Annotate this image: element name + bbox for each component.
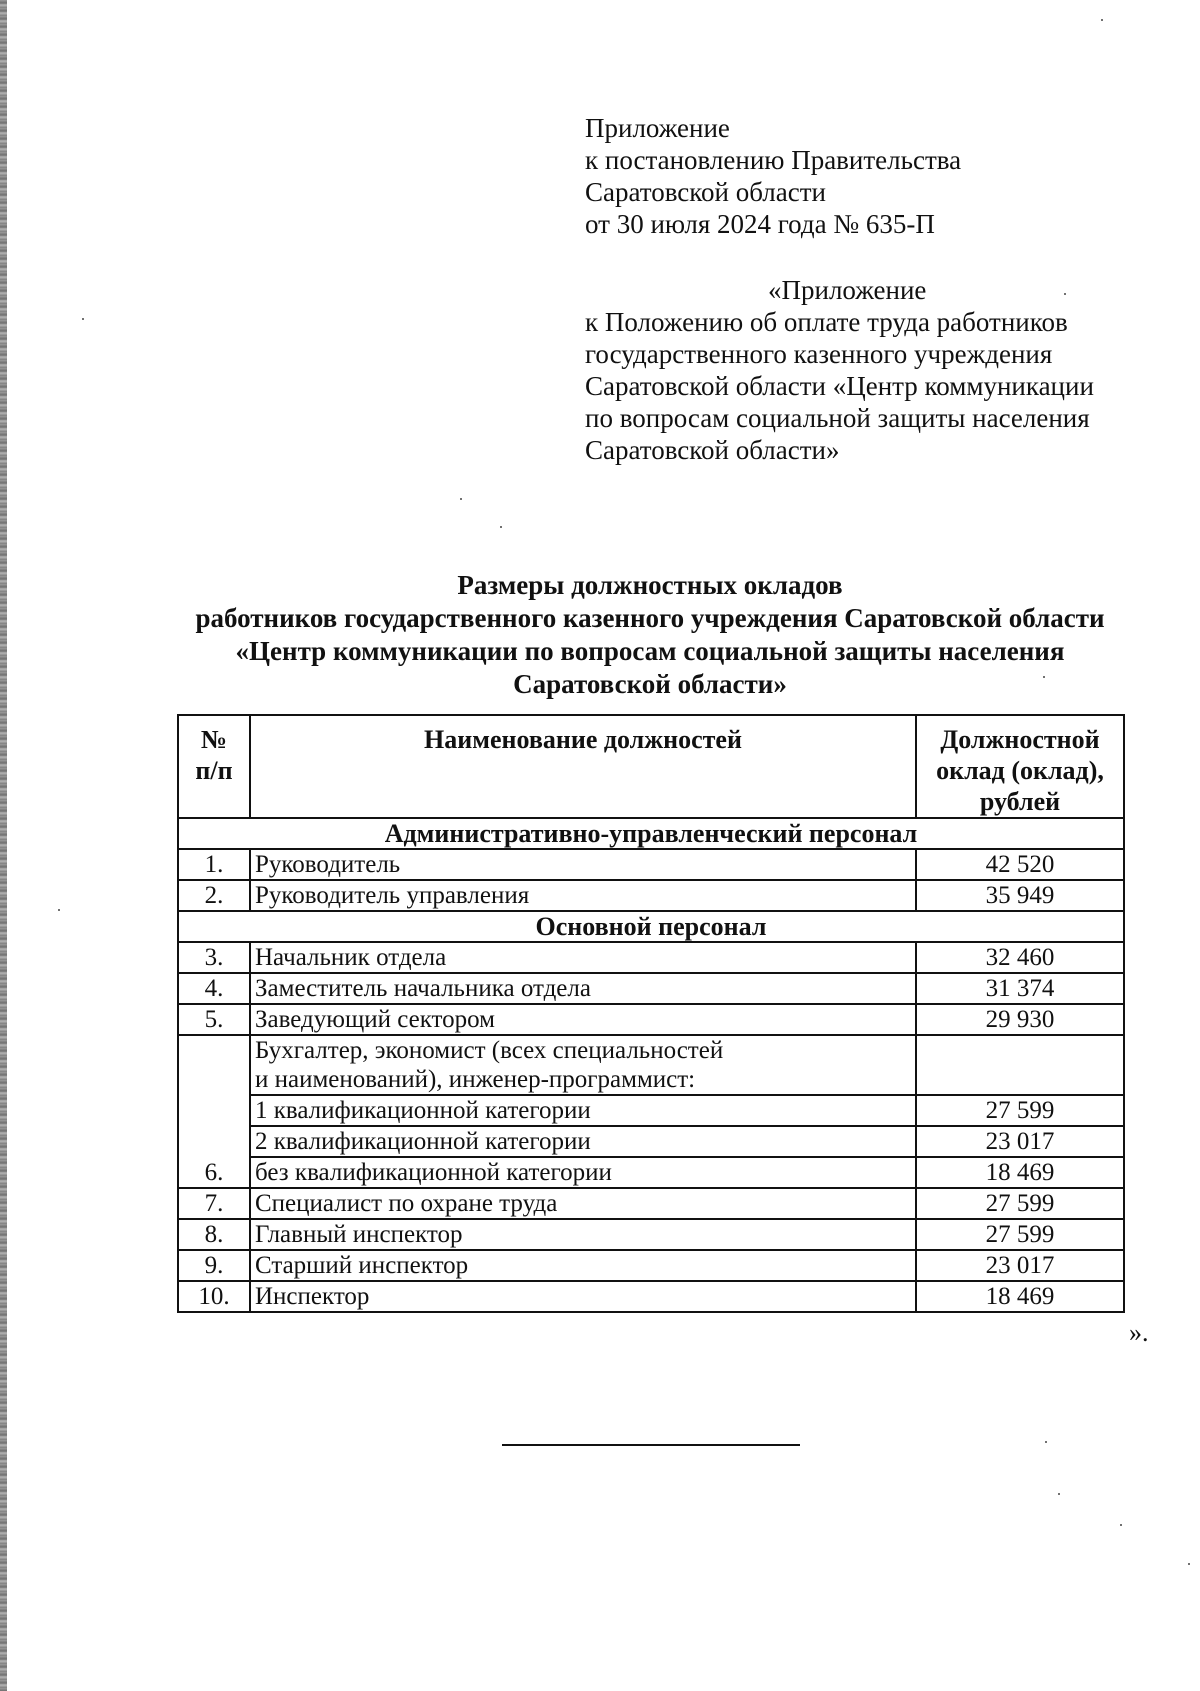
end-divider-line [502,1444,800,1446]
table-row [178,1250,1124,1281]
table-row [178,1126,1124,1157]
row-salary: 27 599 [916,1095,1124,1126]
scan-speck [1101,19,1103,21]
title-line: работников государственного казенного учреждения Саратовской области [195,603,1105,633]
header-line: к постановлению Правительства [585,145,962,175]
row-salary: 31 374 [916,973,1124,1004]
row-salary: 18 469 [916,1281,1124,1312]
row-position: Руководитель управления [250,880,916,911]
row-position: Начальник отдела [250,942,916,973]
title-line: «Центр коммуникации по вопросам социальной защиты населения [235,636,1065,666]
row-salary: 27 599 [916,1188,1124,1219]
row-salary-empty [916,1035,1124,1095]
section-row [178,911,1124,942]
title-line: Саратовской области» [513,669,787,699]
table-row [178,880,1124,911]
header-line: Саратовской области [585,177,826,207]
scan-speck [500,526,502,528]
row-category: без квалификационной категории [250,1157,916,1188]
appendix-line: к Положению об оплате труда работников [585,307,1068,337]
header-salary: Должностной оклад (оклад), рублей [916,715,1124,818]
appendix-line: государственного казенного учреждения [585,339,1053,369]
appendix-line: Саратовской области «Центр коммуникации [585,371,1094,401]
header-line: Приложение [585,113,730,143]
table-row [178,1188,1124,1219]
row-salary: 27 599 [916,1219,1124,1250]
scan-speck [460,498,462,500]
table-header-row [178,715,1124,818]
header-number: № п/п [178,715,250,818]
scan-speck [1045,1441,1047,1443]
table-row [178,1281,1124,1312]
appendix-line: по вопросам социальной защиты населения [585,403,1090,433]
row-number: 3. [178,942,250,973]
row-number: 4. [178,973,250,1004]
row-category: 2 квалификационной категории [250,1126,916,1157]
row-salary: 18 469 [916,1157,1124,1188]
row-salary: 23 017 [916,1250,1124,1281]
row-number: 9. [178,1250,250,1281]
section-row [178,818,1124,849]
row-position: Специалист по охране труда [250,1188,916,1219]
row-position-group [250,1035,916,1095]
row-number: 5. [178,1004,250,1035]
row-position: Старший инспектор [250,1250,916,1281]
table-row [178,1219,1124,1250]
approval-header [585,112,961,240]
document-title [180,569,1120,701]
scan-speck [1120,1524,1122,1526]
row-position: Заместитель начальника отдела [250,973,916,1004]
scan-speck [1188,1563,1190,1565]
table-row [178,1035,1124,1095]
scan-speck [58,909,60,911]
scan-speck [1064,293,1066,295]
row-salary: 32 460 [916,942,1124,973]
row-number: 1. [178,849,250,880]
appendix-header [585,274,1094,466]
row-number: 8. [178,1219,250,1250]
row-position: Руководитель [250,849,916,880]
title-line: Размеры должностных окладов [457,570,843,600]
group-title-line: и наименований), инженер-программист: [255,1066,696,1093]
header-line: от 30 июля 2024 года № 635-П [585,209,935,239]
section-main-staff: Основной персонал [178,911,1124,942]
row-position: Инспектор [250,1281,916,1312]
header-position-name: Наименование должностей [250,715,916,818]
appendix-line: «Приложение [768,275,927,305]
salary-table [177,714,1125,1313]
row-number: 10. [178,1281,250,1312]
row-position: Главный инспектор [250,1219,916,1250]
scan-speck [1043,676,1045,678]
appendix-line: Саратовской области» [585,435,840,465]
closing-quote: ». [1129,1318,1149,1347]
row-salary: 29 930 [916,1004,1124,1035]
table-row [178,1004,1124,1035]
table-row [178,1095,1124,1126]
row-salary: 23 017 [916,1126,1124,1157]
section-admin-staff: Административно-управленческий персонал [178,818,1124,849]
row-salary: 42 520 [916,849,1124,880]
table-row [178,942,1124,973]
row-number: 7. [178,1188,250,1219]
scan-edge [0,0,7,1691]
row-number: 6. [178,1035,250,1188]
scan-speck [1058,1493,1060,1495]
table-row [178,1157,1124,1188]
row-position: Заведующий сектором [250,1004,916,1035]
row-number: 2. [178,880,250,911]
table-row [178,849,1124,880]
table-row [178,973,1124,1004]
group-title-line: Бухгалтер, экономист (всех специальностей [255,1037,724,1064]
scan-speck [82,318,84,320]
row-category: 1 квалификационной категории [250,1095,916,1126]
row-salary: 35 949 [916,880,1124,911]
